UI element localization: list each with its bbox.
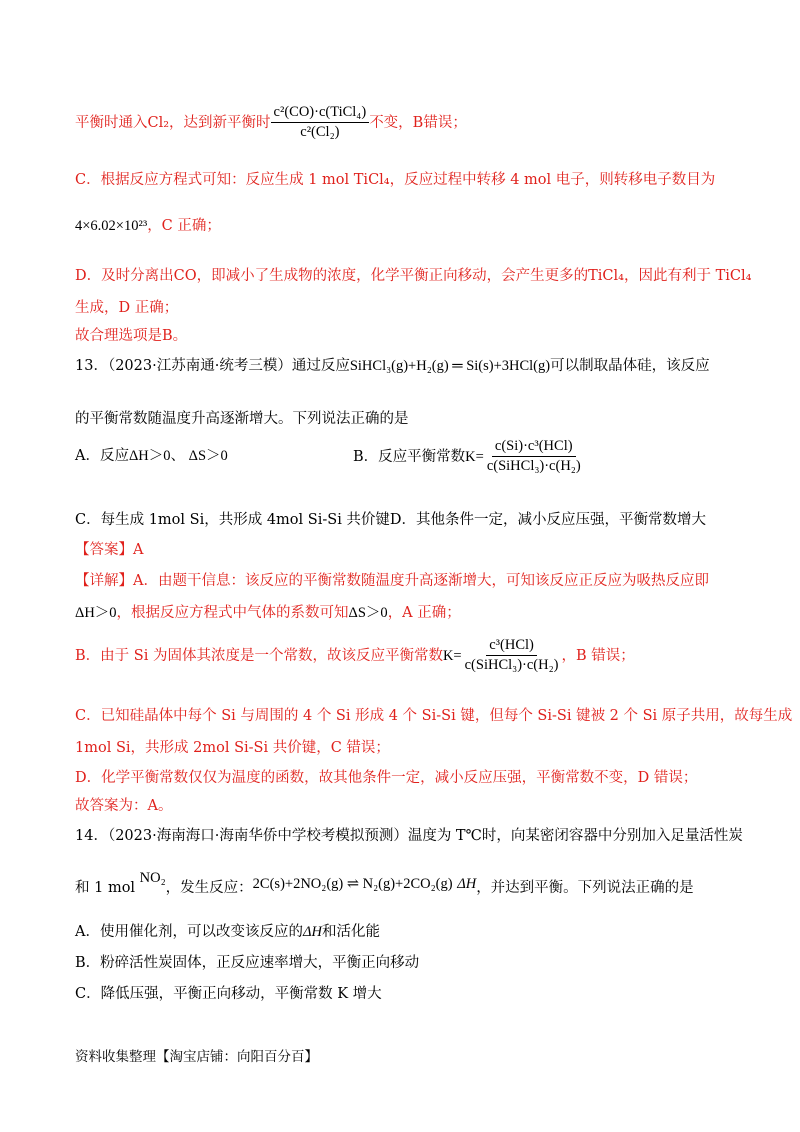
options-a-b: A．反应ΔH＞0、 ΔS＞0 bbox=[75, 448, 228, 464]
explanation-d: D．化学平衡常数仅仅为温度的函数，故其他条件一定，减小反应压强，平衡常数不变，D 错误； bbox=[75, 770, 698, 786]
explanation-c: C．已知硅晶体中每个 Si 与周围的 4 个 Si 形成 4 个 Si-Si 键，但每个 Si-Si 键被 2 个 Si 原子共用，故每生成 bbox=[75, 708, 793, 724]
explanation-a-2: ΔH＞0，根据反应方程式中气体的系数可知ΔS＞0，A 正确； bbox=[75, 605, 461, 621]
k-fraction-explanation: $\frac{\text{c³(HCl)}}{\text{c(SiHCl₃)·c(H₂)}}$ bbox=[464, 637, 559, 674]
option-a: A．反应 bbox=[75, 448, 129, 464]
option-14-b: B．粉碎活性炭固体，正反应速率增大，平衡正向移动 bbox=[75, 955, 420, 971]
page-footer: 资料收集整理【淘宝店铺：向阳百分百】 bbox=[75, 1049, 318, 1065]
line-5: 生成，D 正确； bbox=[75, 300, 179, 316]
reaction-equation: SiHCl₃(g)+H₂(g) ═ Si(s)+3HCl(g) bbox=[349, 358, 551, 374]
final-answer: 故答案为：A。 bbox=[75, 798, 173, 814]
line-1: 平衡时通入Cl₂，达到新平衡时 $\frac{\text{c²(CO)·c(TiCl₄)}}{\text{c²(Cl₂)}}$ 不变，B错误； bbox=[75, 104, 467, 141]
reaction-equation-14: 2C(s)+2NO₂(g) ⇌ N₂(g)+2CO₂(g) bbox=[252, 876, 453, 892]
explanation-c-2: 1mol Si，共形成 2mol Si-Si 共价键，C 错误； bbox=[75, 740, 390, 756]
options-c-d: C．每生成 1mol Si，共形成 4mol Si-Si 共价键D．其他条件一定，减小反应压强，平衡常数增大 bbox=[75, 512, 707, 528]
line-4: D．及时分离出CO，即减小了生成物的浓度，化学平衡正向移动，会产生更多的TiCl₄，因此有利于 TiCl₄ bbox=[75, 268, 752, 284]
k-fraction-b: $\frac{\text{c(Si)·c³(HCl)}}{\text{c(SiHCl₃)·c(H₂)}}$ bbox=[486, 438, 581, 475]
line-6: 故合理选项是B。 bbox=[75, 328, 188, 344]
equilibrium-ratio-fraction: $\frac{\text{c²(CO)·c(TiCl₄)}}{\text{c²(Cl₂)}}$ bbox=[271, 104, 370, 142]
option-b: B．反应平衡常数K= $\frac{\text{c(Si)·c³(HCl)}}{\text{c(SiHCl₃)·c(H₂)}}$ bbox=[353, 438, 584, 476]
question-14-stem-2: 和 1 mol NO₂，发生反应：2C(s)+2NO₂(g) ⇌ N₂(g)+2CO₂(g) ΔH，并达到平衡。下列说法正确的是 bbox=[75, 870, 694, 896]
line-3: 4×6.02×10²³，C 正确； bbox=[75, 218, 221, 234]
explanation-a: 【详解】A．由题干信息：该反应的平衡常数随温度升高逐渐增大，可知该反应正反应为吸热反应即 bbox=[75, 573, 709, 589]
line-2: C．根据反应方程式可知：反应生成 1 mol TiCl₄，反应过程中转移 4 mol 电子，则转移电子数目为 bbox=[75, 172, 716, 188]
answer-label: 【答案】A bbox=[75, 542, 144, 558]
explanation-b: B．由于 Si 为固体其浓度是一个常数，故该反应平衡常数K= $\frac{\text{c³(HCl)}}{\text{c(SiHCl₃)·c(H₂)}}$ ，B 错误； bbox=[75, 637, 635, 674]
option-14-a: A．使用催化剂，可以改变该反应的ΔH和活化能 bbox=[75, 924, 380, 940]
question-13-stem-2: 的平衡常数随温度升高逐渐增大。下列说法正确的是 bbox=[75, 411, 409, 427]
question-13-stem: 13．（2023·江苏南通·统考三模）通过反应SiHCl₃(g)+H₂(g) ═ Si(s)+3HCl(g)可以制取晶体硅，该反应 bbox=[75, 358, 710, 374]
option-14-c: C．降低压强，平衡正向移动，平衡常数 K 增大 bbox=[75, 986, 382, 1002]
question-14-stem: 14．（2023·海南海口·海南华侨中学校考模拟预测）温度为 T℃时，向某密闭容器中分别加入足量活性炭 bbox=[75, 828, 743, 844]
